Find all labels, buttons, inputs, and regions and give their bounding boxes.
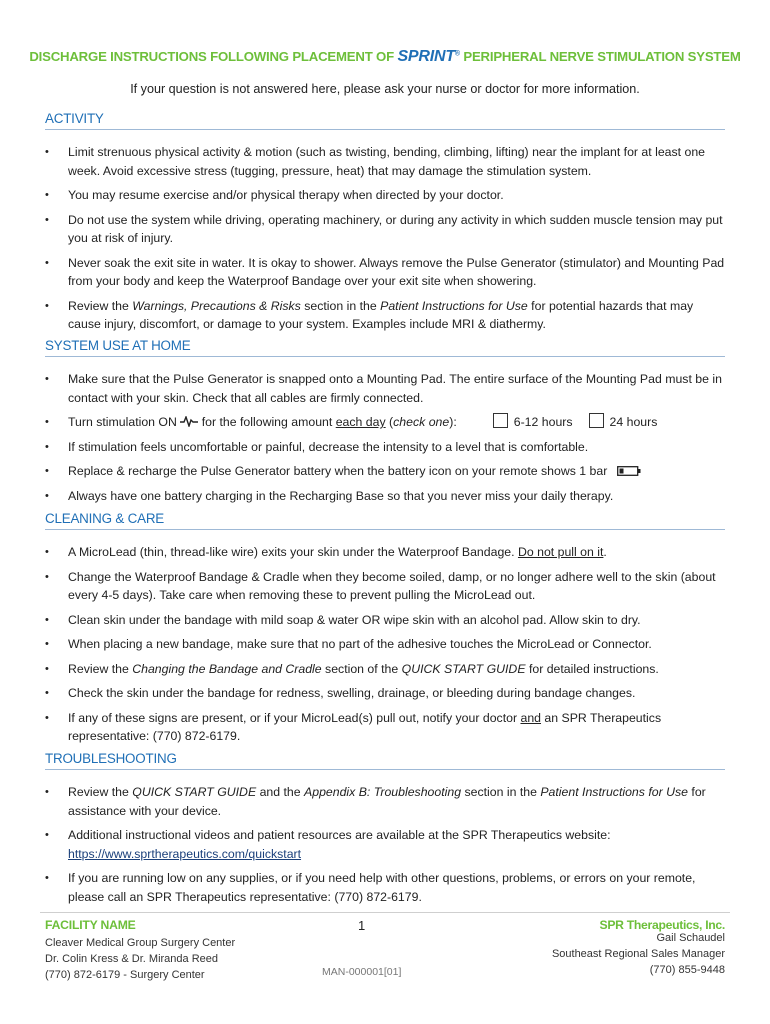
rep-phone: (770) 855-9448 [649, 964, 725, 976]
representative-info [552, 930, 725, 978]
document-title [0, 48, 770, 66]
subtitle: If your question is not answered here, please ask your nurse or doctor for more information. [130, 82, 640, 96]
quickstart-link[interactable]: https://www.sprtherapeutics.com/quickstart [68, 846, 302, 861]
activity-list [45, 143, 725, 334]
page-number: 1 [358, 918, 366, 933]
list-item: • Additional instructional videos and patient resources are available at the SPR Therapeutics website: https://www.sprtherapeutics.com/quickstart [45, 826, 725, 863]
option-6-12-hours-label: 6-12 hours [513, 415, 573, 429]
title-part-2: PERIPHERAL NERVE STIMULATION SYSTEM [459, 49, 741, 64]
list-item: • Review the Changing the Bandage and Cradle section of the QUICK START GUIDE for detailed instructions. [45, 660, 725, 679]
facility-line: Cleaver Medical Group Surgery Center [45, 937, 236, 949]
document-id: MAN-000001[01] [322, 966, 402, 978]
title-part-1: DISCHARGE INSTRUCTIONS FOLLOWING PLACEMENT OF [29, 49, 398, 64]
list-item: • Review the Warnings, Precautions & Risks section in the Patient Instructions for Use for potential hazards that may cause injury, discomfort, or damage to your system. Examples include MRI & diathermy. [45, 297, 725, 334]
list-item: • Make sure that the Pulse Generator is snapped onto a Mounting Pad. The entire surface of the Mounting Pad must be in contact with your skin. Check that all cables are firmly connected. [45, 370, 725, 407]
system-use-list [45, 370, 725, 505]
list-item: • Clean skin under the bandage with mild soap & water OR wipe skin with an alcohol pad. Allow skin to dry. [45, 611, 725, 630]
list-item: • Replace & recharge the Pulse Generator battery when the battery icon on your remote shows 1 bar [45, 462, 725, 481]
section-heading-cleaning: CLEANING & CARE [45, 511, 725, 530]
list-item: • Review the QUICK START GUIDE and the Appendix B: Troubleshooting section in the Patient Instructions for Use for assistance with your device. [45, 783, 725, 820]
section-heading-activity: ACTIVITY [45, 111, 725, 130]
stimulation-pulse-icon [180, 416, 198, 427]
list-item: • Limit strenuous physical activity & motion (such as twisting, bending, climbing, lifting) near the implant for at least one week. Avoid excessive stress (tugging, pressure, heat) that may damage the stimulation system. [45, 143, 725, 180]
company-name: SPR Therapeutics, Inc. [599, 918, 725, 932]
list-item: • Never soak the exit site in water. It is okay to shower. Always remove the Pulse Generator (stimulator) and Mounting Pad from your body and keep the Waterproof Bandage over your exit site when showering. [45, 254, 725, 291]
list-item: • When placing a new bandage, make sure that no part of the adhesive touches the MicroLead or Connector. [45, 635, 725, 654]
troubleshooting-list [45, 783, 725, 906]
footer-divider [40, 912, 730, 913]
facility-line: Dr. Colin Kress & Dr. Miranda Reed [45, 953, 219, 965]
brand-name: SPRINT [397, 48, 455, 65]
facility-title: FACILITY NAME [45, 918, 136, 932]
facility-line: (770) 872-6179 - Surgery Center [45, 969, 205, 981]
list-item: • You may resume exercise and/or physical therapy when directed by your doctor. [45, 186, 725, 205]
trademark: ® [454, 50, 460, 58]
rep-name: Gail Schaudel [656, 932, 725, 944]
cleaning-list [45, 543, 725, 746]
list-item: • A MicroLead (thin, thread-like wire) exits your skin under the Waterproof Bandage. Do not pull on it. [45, 543, 725, 562]
section-heading-troubleshooting: TROUBLESHOOTING [45, 751, 725, 770]
list-item: • Always have one battery charging in the Recharging Base so that you never miss your daily therapy. [45, 487, 725, 506]
list-item: • If stimulation feels uncomfortable or painful, decrease the intensity to a level that is comfortable. [45, 438, 725, 457]
list-item: • If any of these signs are present, or if your MicroLead(s) pull out, notify your doctor and an SPR Therapeutics representative: (770) 872-6179. [45, 709, 725, 746]
checkbox-24-hours[interactable] [589, 413, 604, 428]
facility-info [45, 935, 235, 983]
list-item: • Turn stimulation ON for the following amount each day (check one): 6-12 hours 24 hours [45, 413, 725, 432]
checkbox-6-12-hours[interactable] [493, 413, 508, 428]
option-24-hours-label: 24 hours [609, 415, 658, 429]
section-heading-system-use: SYSTEM USE AT HOME [45, 338, 725, 357]
list-item: • Change the Waterproof Bandage & Cradle when they become soiled, damp, or no longer adhere well to the skin (about every 4-5 days). Take care when removing these to prevent pulling the MicroLead out. [45, 568, 725, 605]
list-item: • Do not use the system while driving, operating machinery, or during any activity in which sudden muscle tension may put you at risk of injury. [45, 211, 725, 248]
list-item: • If you are running low on any supplies, or if you need help with other questions, problems, or errors on your remote, please call an SPR Therapeutics representative: (770) 872-6179. [45, 869, 725, 906]
battery-one-bar-icon [617, 466, 641, 476]
list-item: • Check the skin under the bandage for redness, swelling, drainage, or bleeding during bandage changes. [45, 684, 725, 703]
rep-title: Southeast Regional Sales Manager [551, 948, 725, 960]
